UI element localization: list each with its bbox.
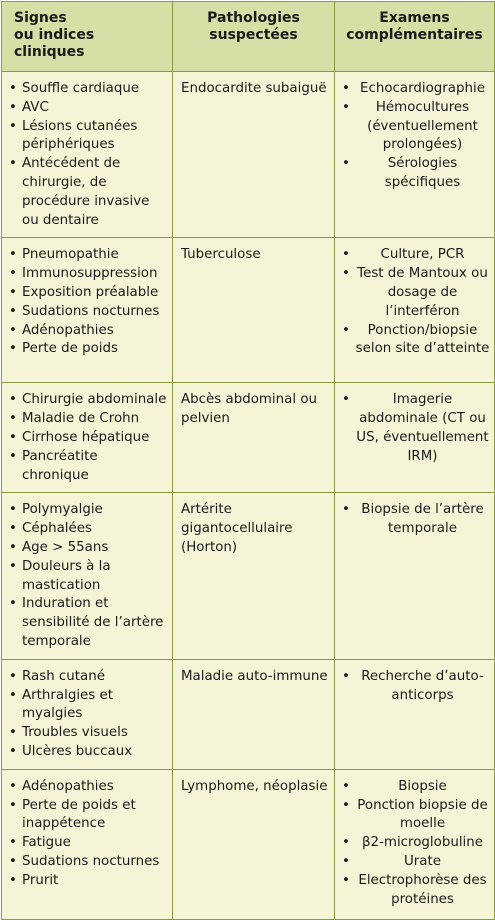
exams-cell [335,72,495,238]
header-pathologies-line1: Pathologies [207,10,300,26]
sign-item: • Cirrhose hépatique [8,429,168,448]
sign-item: • AVC [8,99,168,118]
exams-list [341,80,490,193]
sign-item: • Sudations nocturnes [8,303,168,322]
sign-item: • Induration et sensibilité de l’artère temporale [8,595,168,651]
sign-item: • Perte de poids et inappétence [8,797,168,835]
header-row [2,2,495,72]
table-row [2,659,495,769]
sign-item: • Age > 55ans [8,539,168,558]
table-row [2,72,495,238]
exam-item: • β2-microglobuline [341,834,490,853]
header-exams-line1: Examens [379,10,450,26]
exams-list [341,246,490,359]
sign-item: • Lésions cutanées périphériques [8,118,168,156]
sign-item: • Exposition préalable [8,284,168,303]
header-pathologies [173,2,335,72]
clinical-table [1,1,495,920]
exam-item: • Ponction/biopsie selon site d’atteinte [341,322,490,360]
exam-item: • Urate [341,853,490,872]
sign-item: • Souffle cardiaque [8,80,168,99]
sign-item: • Douleurs à la mastication [8,558,168,596]
signs-cell [2,238,173,383]
exams-list [341,391,490,466]
signs-cell [2,383,173,493]
sign-item: • Maladie de Crohn [8,410,168,429]
exam-item: • Recherche d’auto-anticorps [341,668,490,706]
signs-cell [2,493,173,659]
sign-item: • Troubles visuels [8,724,168,743]
exams-cell [335,238,495,383]
sign-item: • Chirurgie abdominale [8,391,168,410]
header-signs-line2: ou indices cliniques [14,27,95,60]
sign-item: • Ulcères buccaux [8,743,168,762]
exams-list [341,778,490,910]
header-pathologies-line2: suspectées [209,27,298,43]
exams-cell [335,493,495,659]
sign-item: • Arthralgies et myalgies [8,687,168,725]
sign-item: • Adénopathies [8,778,168,797]
pathology-cell: Artérite gigantocellulaire (Horton) [173,493,335,659]
exam-item: • Electrophorèse des protéines [341,872,490,910]
exam-item: • Echocardiographie [341,80,490,99]
sign-item: • Rash cutané [8,668,168,687]
signs-list [8,668,168,762]
signs-cell [2,769,173,919]
sign-item: • Antécédent de chirurgie, de procédure invasive ou dentaire [8,155,168,230]
exam-item: • Test de Mantoux ou dosage de l’interféron [341,265,490,321]
exams-cell [335,769,495,919]
pathology-cell: Lymphome, néoplasie [173,769,335,919]
sign-item: • Pancréatite chronique [8,448,168,486]
signs-list [8,80,168,230]
signs-cell [2,659,173,769]
pathology-cell: Endocardite subaiguë [173,72,335,238]
sign-item: • Perte de poids [8,340,168,359]
table-row [2,493,495,659]
signs-list [8,246,168,359]
sign-item: • Fatigue [8,834,168,853]
exam-item: • Ponction biopsie de moelle [341,797,490,835]
sign-item: • Prurit [8,872,168,891]
pathology-cell: Abcès abdominal ou pelvien [173,383,335,493]
header-exams-line2: complémentaires [346,27,483,43]
exam-item: • Sérologies spécifiques [341,155,490,193]
signs-list [8,778,168,891]
table-row [2,238,495,383]
header-signs [2,2,173,72]
exams-cell [335,659,495,769]
sign-item: • Polymyalgie [8,501,168,520]
table-row [2,383,495,493]
exams-list [341,668,490,706]
exams-list [341,501,490,539]
sign-item: • Pneumopathie [8,246,168,265]
exam-item: • Biopsie de l’artère temporale [341,501,490,539]
signs-list [8,391,168,485]
pathology-cell: Tuberculose [173,238,335,383]
exam-item: • Biopsie [341,778,490,797]
sign-item: • Céphalées [8,520,168,539]
sign-item: • Sudations nocturnes [8,853,168,872]
sign-item: • Immunosuppression [8,265,168,284]
exam-item: • Hémocultures (éventuellement prolongées) [341,99,490,155]
exams-cell [335,383,495,493]
signs-cell [2,72,173,238]
exam-item: • Culture, PCR [341,246,490,265]
table-row [2,769,495,919]
header-signs-line1: Signes [14,10,67,26]
exam-item: • Imagerie abdominale (CT ou US, éventuellement IRM) [341,391,490,466]
sign-item: • Adénopathies [8,322,168,341]
signs-list [8,501,168,651]
header-exams [335,2,495,72]
pathology-cell: Maladie auto-immune [173,659,335,769]
